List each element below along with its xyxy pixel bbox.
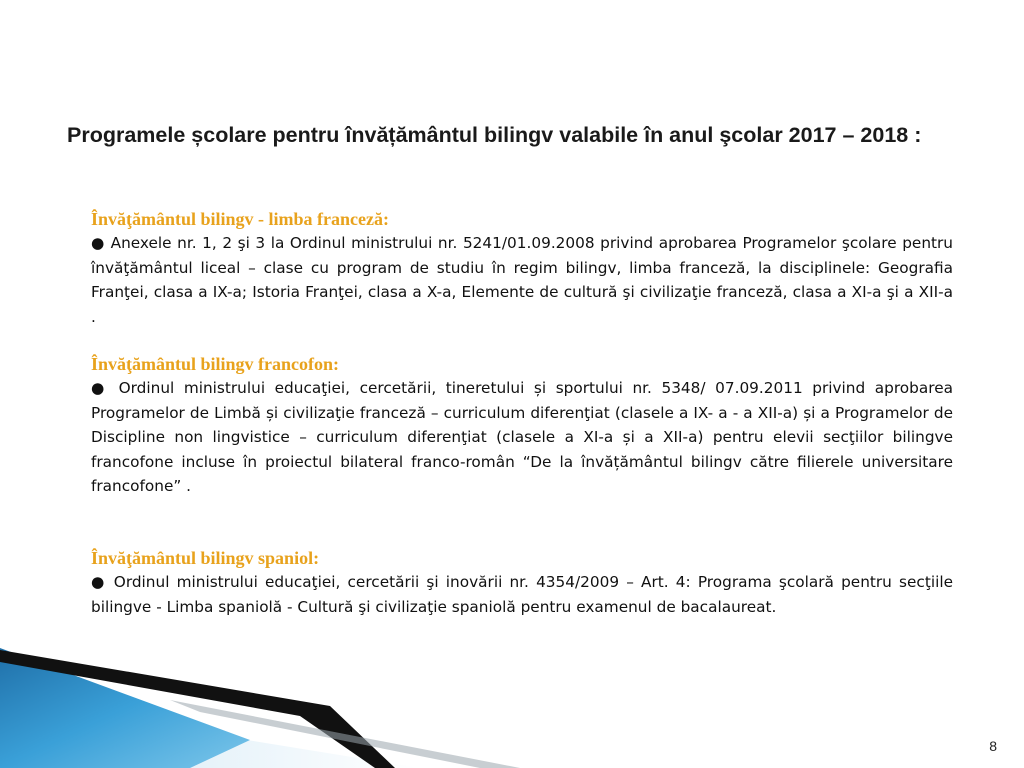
section-bilingual-francophone [91, 352, 953, 499]
slide-title: Programele școlare pentru învățământul bilingv valabile în anul şcolar 2017 – 2018 : [67, 123, 922, 147]
section-body: ● Ordinul ministrului educaţiei, cercetării, tineretului și sportului nr. 5348/ 07.09.2011 privind aprobarea Programelor de Limbă și civilizaţie franceză – curriculum diferenţiat (clasele a IX- a - a XII-a) și a Programelor de Discipline non lingvistice – curriculum diferenţiat (clasele a XI-a și a XII-a) pentru elevii secţiilor bilingve francofone incluse în proiectul bilateral franco-român “De la învățământul bilingv către filierele universitare francofone” . [91, 379, 953, 495]
section-bilingual-spanish [91, 546, 953, 619]
section-body: ● Anexele nr. 1, 2 şi 3 la Ordinul ministrului nr. 5241/01.09.2008 privind aprobarea Programelor şcolare pentru învăţământul liceal – clase cu program de studiu în regim bilingv, limba franceză, la disciplinele: Geografia Franţei, clasa a IX-a; Istoria Franţei, clasa a X-a, Elemente de cultură şi civilizaţie franceză, clasa a XI-a şi a XII-a . [91, 234, 953, 326]
section-bilingual-french [91, 207, 953, 329]
page-number: 8 [989, 738, 997, 754]
section-heading: Învăţământul bilingv francofon: [91, 354, 340, 374]
section-heading: Învăţământul bilingv - limba franceză: [91, 209, 390, 229]
section-body: ● Ordinul ministrului educaţiei, cercetării şi inovării nr. 4354/2009 – Art. 4: Programa şcolară pentru secţiile bilingve - Limba spaniolă - Cultură şi civilizaţie spaniolă pentru examenul de bacalaureat. [91, 573, 953, 616]
section-heading: Învăţământul bilingv spaniol: [91, 548, 320, 568]
